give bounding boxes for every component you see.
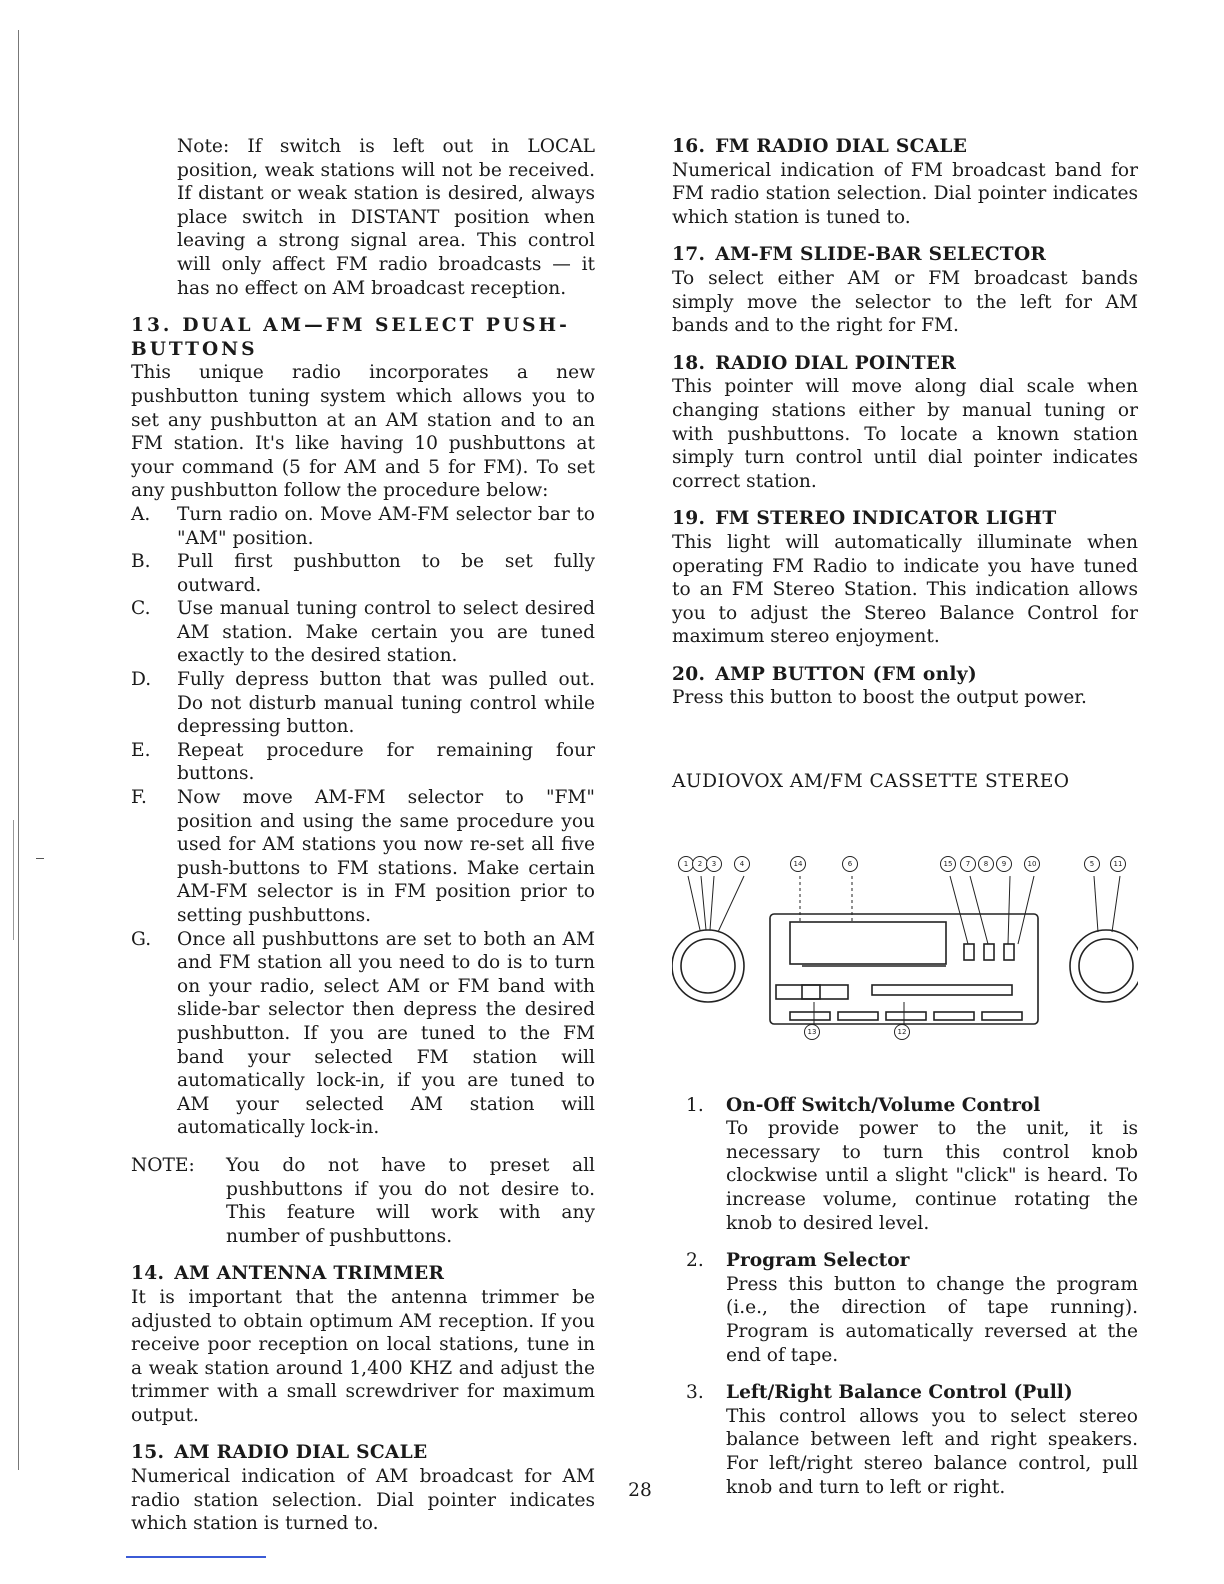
callout-7 xyxy=(960,856,976,872)
faceplate-svg xyxy=(672,854,1138,1044)
callout-5 xyxy=(1084,856,1100,872)
preset-button xyxy=(790,1012,830,1020)
section-13-intro: This unique radio incorporates a new pushbutton tuning system which allows you to set any pushbutton at an AM station and to an FM station. It's like having 10 pushbuttons at your command (5 for AM and 5 for FM). To set any pushbutton follow the procedure below: xyxy=(131,362,595,502)
control-item xyxy=(672,1249,1138,1367)
pushbutton-steps xyxy=(131,503,595,1140)
callout-label: 12 xyxy=(897,1027,907,1036)
section-15-number: 15. xyxy=(131,1442,165,1464)
control-number: 1. xyxy=(686,1094,704,1116)
volume-knob-inner xyxy=(681,939,735,993)
section-15-text: Numerical indication of AM broadcast for AM radio station selection. Dial pointer indicates which station is turned to. xyxy=(131,1466,595,1535)
control-title: Program Selector xyxy=(726,1250,910,1272)
callout-label: 2 xyxy=(697,859,703,868)
callout-10 xyxy=(1024,856,1040,872)
step-letter: A. xyxy=(131,503,151,525)
callout-label: 8 xyxy=(983,859,989,868)
control-body xyxy=(726,1094,1138,1236)
dial-pointer xyxy=(802,985,820,999)
leader-line xyxy=(970,876,988,944)
section-15-heading xyxy=(131,1441,595,1465)
callout-label: 1 xyxy=(683,859,689,868)
control-body xyxy=(726,1381,1138,1499)
page-number: 28 xyxy=(628,1480,652,1501)
control-text: Press this button to change the program (i.e., the direction of tape running). Program is automatically reversed at the end of tape. xyxy=(726,1273,1138,1366)
scan-edge-line xyxy=(18,30,19,1470)
callout-9 xyxy=(996,856,1012,872)
callout-4 xyxy=(734,856,750,872)
leader-line xyxy=(1094,876,1098,932)
step-item xyxy=(131,597,595,668)
callout-label: 4 xyxy=(739,859,745,868)
section-20-text: Press this button to boost the output power. xyxy=(672,687,1087,709)
preset-button xyxy=(886,1012,926,1020)
scan-footer-line xyxy=(126,1556,266,1558)
section-18-heading xyxy=(672,352,1138,376)
callout-label: 13 xyxy=(807,1027,817,1036)
product-subtitle: AUDIOVOX AM/FM CASSETTE STEREO xyxy=(672,771,1070,793)
section-14-heading xyxy=(131,1262,595,1286)
step-letter: C. xyxy=(131,598,151,620)
step-text: Repeat procedure for remaining four buttons. xyxy=(177,739,595,785)
control-text: This control allows you to select stereo balance between left and right speakers. For left/right stereo balance control, pull knob and turn to left or right. xyxy=(726,1405,1138,1498)
leader-line xyxy=(701,876,706,930)
section-14-number: 14. xyxy=(131,1263,165,1285)
note-text: You do not have to preset all pushbuttons if you do not desire to. This feature will work with any number of pushbuttons. xyxy=(226,1154,595,1247)
control-title: On-Off Switch/Volume Control xyxy=(726,1094,1041,1116)
section-18-text: This pointer will move along dial scale when changing stations either by manual tuning or with pushbuttons. To locate a known station simply turn control until dial pointer indicates correct station. xyxy=(672,376,1138,492)
callout-label: 11 xyxy=(1113,859,1123,868)
section-16-text: Numerical indication of FM broadcast band for FM radio station selection. Dial pointer indicates which station is tuned to. xyxy=(672,159,1138,228)
callout-12 xyxy=(894,1024,910,1040)
section-20-heading xyxy=(672,663,1138,687)
section-13-title: DUAL AM—FM SELECT PUSH-BUTTONS xyxy=(131,315,570,360)
callout-label: 10 xyxy=(1027,859,1037,868)
preset-button xyxy=(982,1012,1022,1020)
balance-button xyxy=(984,944,994,960)
scan-tick-mark xyxy=(36,858,44,859)
section-20-number: 20. xyxy=(672,663,706,685)
tuning-knob-outer xyxy=(1070,930,1138,1002)
section-13-heading xyxy=(131,314,595,361)
callout-11 xyxy=(1110,856,1126,872)
section-13-number: 13. xyxy=(131,315,173,337)
leader-line xyxy=(688,876,700,930)
step-text: Now move AM-FM selector to "FM" position and using the same procedure you used for AM stations you now re-set all five push-buttons to FM stations. Make certain AM-FM selector is in FM position prior to setting pushbuttons. xyxy=(177,787,595,926)
section-14-text: It is important that the antenna trimmer be adjusted to obtain optimum AM reception. If you receive poor reception on local stations, tune in a weak station around 1,400 KHZ and adjust the trimmer with a small screwdriver for maximum output. xyxy=(131,1286,595,1426)
section-19-number: 19. xyxy=(672,508,706,530)
leader-line xyxy=(1018,876,1034,944)
section-17-number: 17. xyxy=(672,244,706,266)
section-20-title: AMP BUTTON (FM only) xyxy=(715,663,977,685)
local-distant-note: Note: If switch is left out in LOCAL position, weak stations will not be received. If distant or weak station is desired, always place switch in DISTANT position when leaving a strong signal area. This control will only affect FM radio broadcasts — it has no effect on AM broadcast reception. xyxy=(177,136,595,299)
step-text: Pull first pushbutton to be set fully outward. xyxy=(177,551,595,596)
leader-line xyxy=(1008,876,1010,944)
control-text: To provide power to the unit, it is necessary to turn this control knob clockwise until a slight "click" is heard. To increase volume, continue rotating the knob to desired level. xyxy=(726,1118,1138,1234)
section-19-text: This light will automatically illuminate when operating FM Radio to indicate you have tuned to an FM Stereo Station. This indication allows you to adjust the Stereo Balance Control for maximum stereo enjoyment. xyxy=(672,531,1138,648)
preset-note xyxy=(131,1154,595,1248)
step-item xyxy=(131,668,595,739)
section-16-number: 16. xyxy=(672,136,706,157)
section-19-heading xyxy=(672,507,1138,531)
section-18-number: 18. xyxy=(672,352,706,374)
program-button xyxy=(964,944,974,960)
callout-label: 14 xyxy=(793,859,803,868)
callout-8 xyxy=(978,856,994,872)
section-17-text: To select either AM or FM broadcast bands simply move the selector to the left for AM bands and to the right for FM. xyxy=(672,267,1138,337)
callout-3 xyxy=(706,856,722,872)
step-text: Fully depress button that was pulled out. Do not disturb manual tuning control while depressing button. xyxy=(177,669,595,738)
callout-13 xyxy=(804,1024,820,1040)
control-number: 3. xyxy=(686,1382,704,1404)
step-text: Once all pushbuttons are set to both an AM and FM station all you need to do is to turn on your radio, select AM or FM band with slide-bar selector then depress the desired pushbutton. If you are tuned to the FM band your selected FM station will automatically lock-in, if you are tuned to AM your selected AM station will automatically lock-in. xyxy=(177,928,595,1139)
right-column xyxy=(672,135,1138,1499)
section-17-heading xyxy=(672,243,1138,267)
leader-line xyxy=(718,876,744,932)
scan-edge-line-secondary xyxy=(13,820,14,940)
callout-label: 9 xyxy=(1001,859,1007,868)
step-letter: E. xyxy=(131,739,151,761)
callout-label: 5 xyxy=(1089,859,1095,868)
callout-15 xyxy=(940,856,956,872)
preset-button xyxy=(934,1012,974,1020)
step-letter: D. xyxy=(131,669,152,691)
section-16-title: FM RADIO DIAL SCALE xyxy=(715,136,968,157)
left-column xyxy=(131,135,595,1536)
step-letter: B. xyxy=(131,551,151,573)
control-item xyxy=(672,1381,1138,1499)
callout-6 xyxy=(842,856,858,872)
mode-button xyxy=(1004,944,1014,960)
note-label: NOTE: xyxy=(131,1154,195,1176)
control-body xyxy=(726,1249,1138,1367)
callout-label: 15 xyxy=(943,859,953,868)
step-letter: G. xyxy=(131,928,152,950)
control-item xyxy=(672,1094,1138,1236)
section-18-title: RADIO DIAL POINTER xyxy=(715,352,957,374)
tuning-knob-inner xyxy=(1079,939,1133,993)
dial-scale-fm xyxy=(872,985,1012,995)
volume-knob-outer xyxy=(672,930,744,1002)
dial-scale-am xyxy=(776,985,848,999)
step-item xyxy=(131,550,595,597)
control-number: 2. xyxy=(686,1250,704,1272)
control-list xyxy=(672,1094,1138,1500)
preset-button xyxy=(838,1012,878,1020)
leader-line xyxy=(1112,876,1120,932)
step-letter: F. xyxy=(131,787,147,809)
callout-14 xyxy=(790,856,806,872)
section-15-title: AM RADIO DIAL SCALE xyxy=(174,1442,428,1464)
control-title: Left/Right Balance Control (Pull) xyxy=(726,1382,1073,1404)
leader-line xyxy=(710,876,714,930)
step-item xyxy=(131,739,595,786)
step-item xyxy=(131,503,595,550)
section-16-heading xyxy=(672,135,1138,159)
step-item xyxy=(131,786,595,928)
section-17-title: AM-FM SLIDE-BAR SELECTOR xyxy=(715,244,1047,266)
section-14-title: AM ANTENNA TRIMMER xyxy=(174,1263,445,1285)
cassette-slot xyxy=(790,922,946,964)
step-item xyxy=(131,928,595,1140)
callout-label: 6 xyxy=(847,859,853,868)
leader-line xyxy=(950,876,968,944)
callout-label: 7 xyxy=(965,859,971,868)
stereo-faceplate-diagram xyxy=(672,854,1138,1044)
step-text: Use manual tuning control to select desired AM station. Make certain you are tuned exactly to the desired station. xyxy=(177,598,595,667)
callout-label: 3 xyxy=(711,859,717,868)
section-19-title: FM STEREO INDICATOR LIGHT xyxy=(715,508,1057,530)
step-text: Turn radio on. Move AM-FM selector bar to "AM" position. xyxy=(177,503,595,549)
